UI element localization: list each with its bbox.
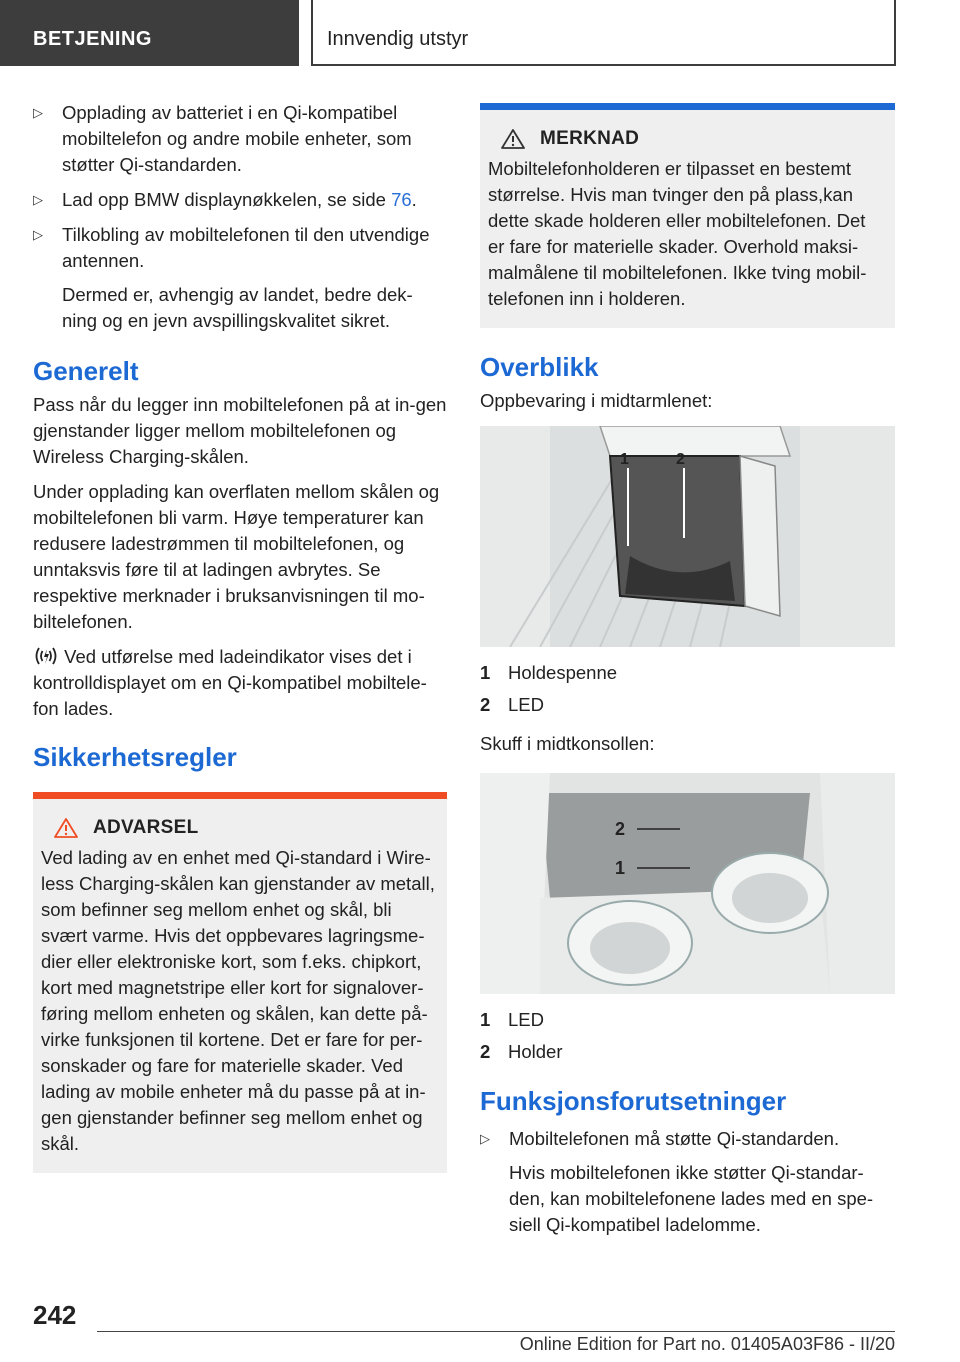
paragraph: Oppbevaring i midtarmlenet: bbox=[480, 390, 713, 411]
callout-2: 2 bbox=[615, 819, 626, 839]
wireless-charging-icon bbox=[33, 645, 59, 667]
callout-2: 2 bbox=[676, 451, 685, 468]
heading-overblikk: Overblikk bbox=[480, 352, 599, 382]
note-text: Mobiltelefonholderen er tilpasset en bestemt størrelse. Hvis man tvinger den på plass,kan dette skade holderen eller mobiltelefonen. Det er fare for materielle skader. Overhold maksi-malmålene til mobiltelefonen. Ikke tving mobil-telefonen inn i holderen. bbox=[488, 158, 867, 309]
list-item-text: Opplading av batteriet i en Qi-kompatibel mobiltelefon og andre mobile enheter, som støtter Qi-standarden. bbox=[62, 102, 412, 175]
heading-sikkerhetsregler: Sikkerhetsregler bbox=[33, 742, 237, 772]
legend-item bbox=[480, 657, 895, 689]
triangle-bullet-icon: ▷ bbox=[33, 105, 43, 120]
legend-list-1 bbox=[480, 657, 895, 721]
note-box bbox=[480, 103, 895, 328]
legend-text: Holder bbox=[508, 1041, 563, 1062]
section-title: BETJENING bbox=[33, 28, 152, 50]
legend-text: Holdespenne bbox=[508, 662, 618, 683]
list-item bbox=[480, 1126, 895, 1152]
legend-item bbox=[480, 1036, 895, 1068]
list-item-text: Lad opp BMW displaynøkkelen, se side bbox=[62, 189, 392, 210]
callout-1: 1 bbox=[620, 451, 629, 468]
legend-number: 2 bbox=[480, 1041, 491, 1062]
warning-triangle-icon bbox=[53, 817, 79, 839]
legend-number: 1 bbox=[480, 662, 491, 683]
list-item-text: Tilkobling av mobiltelefonen til den utvendige antennen. bbox=[62, 224, 430, 271]
warning-text: Ved lading av en enhet med Qi-standard i Wire-less Charging-skålen kan gjenstander av metall, som befinner seg mellom enhet og skål, bli svært varme. Hvis det oppbevares lagringsme-dier eller elektroniske kort, som f.eks. chipkort, kort med magnetstripe eller kort for signalover-føring mellom enheten og skålen, kan dette på-virke funksjonen til kortene. Det er fare for per-sonskader og fare for materielle skader. Ved lading av mobile enheter må du passe på at in-gen gjenstander befinner seg mellom enhet og skål. bbox=[41, 847, 435, 1154]
edition-note: Online Edition for Part no. 01405A03F86 - II/20 bbox=[519, 1334, 895, 1354]
list-item-text: Mobiltelefonen må støtte Qi-standarden. bbox=[509, 1128, 840, 1149]
left-column bbox=[33, 100, 447, 1173]
paragraph-text: Ved utførelse med ladeindikator vises det i kontrolldisplayet om en Qi-kompatibel mobiltele-fon lades. bbox=[33, 646, 427, 719]
triangle-bullet-icon: ▷ bbox=[33, 227, 43, 242]
right-column bbox=[480, 103, 895, 1247]
list-item bbox=[33, 100, 447, 178]
chapter-header bbox=[311, 0, 896, 66]
legend-list-2 bbox=[480, 1004, 895, 1068]
paragraph: Skuff i midtkonsollen: bbox=[480, 733, 655, 754]
list-continuation: Dermed er, avhengig av landet, bedre dek-ning og en jevn avspillingskvalitet sikret. bbox=[62, 284, 413, 331]
page-link[interactable]: 76 bbox=[391, 189, 412, 210]
note-title: MERKNAD bbox=[540, 128, 640, 149]
chapter-title: Innvendig utstyr bbox=[327, 28, 469, 50]
legend-item bbox=[480, 689, 895, 721]
footer-divider bbox=[97, 1331, 895, 1332]
paragraph bbox=[33, 644, 447, 722]
heading-funksjonsforutsetninger: Funksjonsforutsetninger bbox=[480, 1086, 787, 1116]
paragraph: Under opplading kan overflaten mellom skålen og mobiltelefonen bli varm. Høye temperaturer kan redusere ladestrømmen til mobiltelefonen, og unntaksvis føre til at ladingen avbrytes. Se respektive merknader i bruksanvisningen til mo-biltelefonen. bbox=[33, 481, 440, 632]
warning-box bbox=[33, 792, 447, 1173]
armrest-storage-illustration bbox=[480, 426, 895, 647]
section-tab bbox=[0, 0, 299, 66]
triangle-bullet-icon: ▷ bbox=[480, 1131, 490, 1146]
list-continuation: Hvis mobiltelefonen ikke støtter Qi-standar-den, kan mobiltelefonene lades med en spe-siell Qi-kompatibel ladelomme. bbox=[509, 1162, 874, 1235]
page-number: 242 bbox=[33, 1300, 77, 1330]
heading-generelt: Generelt bbox=[33, 356, 139, 386]
warning-title: ADVARSEL bbox=[93, 817, 199, 838]
link-suffix: . bbox=[411, 189, 417, 210]
console-drawer-illustration bbox=[480, 773, 895, 994]
triangle-bullet-icon: ▷ bbox=[33, 192, 43, 207]
list-item bbox=[33, 222, 447, 274]
legend-number: 1 bbox=[480, 1009, 491, 1030]
legend-text: LED bbox=[508, 1009, 544, 1030]
legend-item bbox=[480, 1004, 895, 1036]
legend-text: LED bbox=[508, 694, 544, 715]
paragraph: Pass når du legger inn mobiltelefonen på at in-gen gjenstander ligger mellom mobiltelefonen og Wireless Charging-skålen. bbox=[33, 394, 447, 467]
list-item bbox=[33, 187, 447, 213]
note-header bbox=[488, 128, 887, 150]
callout-1: 1 bbox=[615, 858, 626, 878]
warning-header bbox=[41, 817, 439, 839]
note-triangle-icon bbox=[500, 128, 526, 150]
legend-number: 2 bbox=[480, 694, 491, 715]
